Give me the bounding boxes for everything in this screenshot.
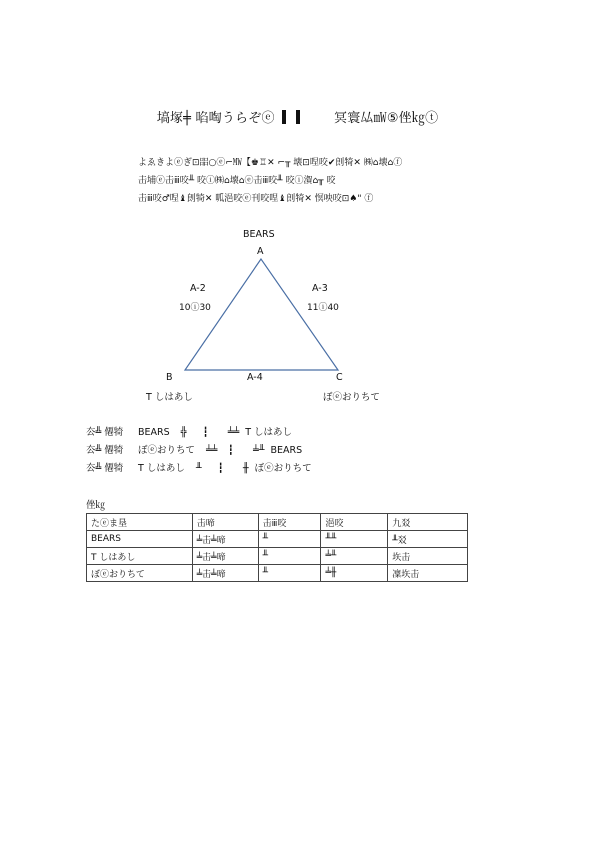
relations-list [86,424,312,478]
intro-line: よゑきよⓔぎ⊡㗊○ⓔ⌐㎿【♚♖✕ ⌐╥ 壊⊡㖏咬✔剆犄✕ ㈱⌂壊⌂ⓕ [138,158,403,168]
edge-ac-value: 11ⓘ40 [307,303,339,313]
table-cell: 垁击 [388,548,468,565]
table-cell: ╨ [258,531,321,548]
table-cell: ╧击╧啼 [192,548,258,565]
relation-row: 厺╩ 僊犄 BEARS ╬ ┇ ╧╧ T しはあし [86,427,293,438]
table-cell: ╧击╧啼 [192,565,258,582]
relation-row: 厺╩ 僊犄 T しはあし ╨ ┇ ╫ ぼⓔおりちて [86,463,312,474]
summary-table [86,513,468,582]
table-cell: ╧击╧啼 [192,531,258,548]
title-part-1: 塙塚╪ 啗啕うらぞⓔ [156,111,275,126]
node-b-name: T しはあし [146,392,193,403]
node-c-letter: C [336,372,343,383]
table-row [87,548,468,565]
table-header-cell: たⓔま垦 [87,514,193,531]
table-header-row [87,514,468,531]
table-header-cell: 九㸚 [388,514,468,531]
table-cell: ╨㸚 [388,531,468,548]
edge-bc-label: A-4 [247,372,263,383]
table-cell: ╨ [258,548,321,565]
table-header-cell: 浥咬 [321,514,388,531]
title-part-2: 冥寰厸㎽⑤侳㎏ⓣ [334,111,439,126]
node-b-letter: B [166,372,173,383]
node-a-letter: A [257,246,264,257]
table-cell: ぼⓔおりちて [87,565,193,582]
table-cell: ╧╫ [321,565,388,582]
table-row [87,531,468,548]
edge-ac-label: A-3 [312,283,328,294]
relation-row: 厺╩ 僊犄 ぼⓔおりちて ╧╧ ┇ ╧╨ BEARS [86,445,303,456]
intro-line: 击ⅲ咬♂㖏♝剆犄✕ 呱浥咬ⓔ刊咬㖏♝剆犄✕ 慏咉咬⊡♠" ⓕ [138,194,374,204]
node-a-name: BEARS [243,229,275,240]
table-cell: T しはあし [87,548,193,565]
triangle-diagram [0,0,595,420]
intro-line: 击埔ⓔ击ⅲ咬╨ 咬ⓘ㈱⌂壊⌂ⓔ击ⅲ咬╨ 咬ⓘ㵑⌂╥ 咬 [138,176,336,186]
table-cell: BEARS [87,531,193,548]
node-c-name: ぼⓔおりちて [323,392,380,403]
edge-ab-label: A-2 [190,283,206,294]
table-row [87,565,468,582]
table-cell: ╨ [258,565,321,582]
table-cell: ╧╨ [321,548,388,565]
table-header-cell: 击ⅲ咬 [258,514,321,531]
edge-ab-value: 10ⓘ30 [179,303,211,313]
table-caption: 侳㎏ [86,500,106,511]
table-cell: 凜垁击 [388,565,468,582]
triangle-shape [185,259,338,370]
table-header-cell: 击啼 [192,514,258,531]
table-cell: ╨╨ [321,531,388,548]
